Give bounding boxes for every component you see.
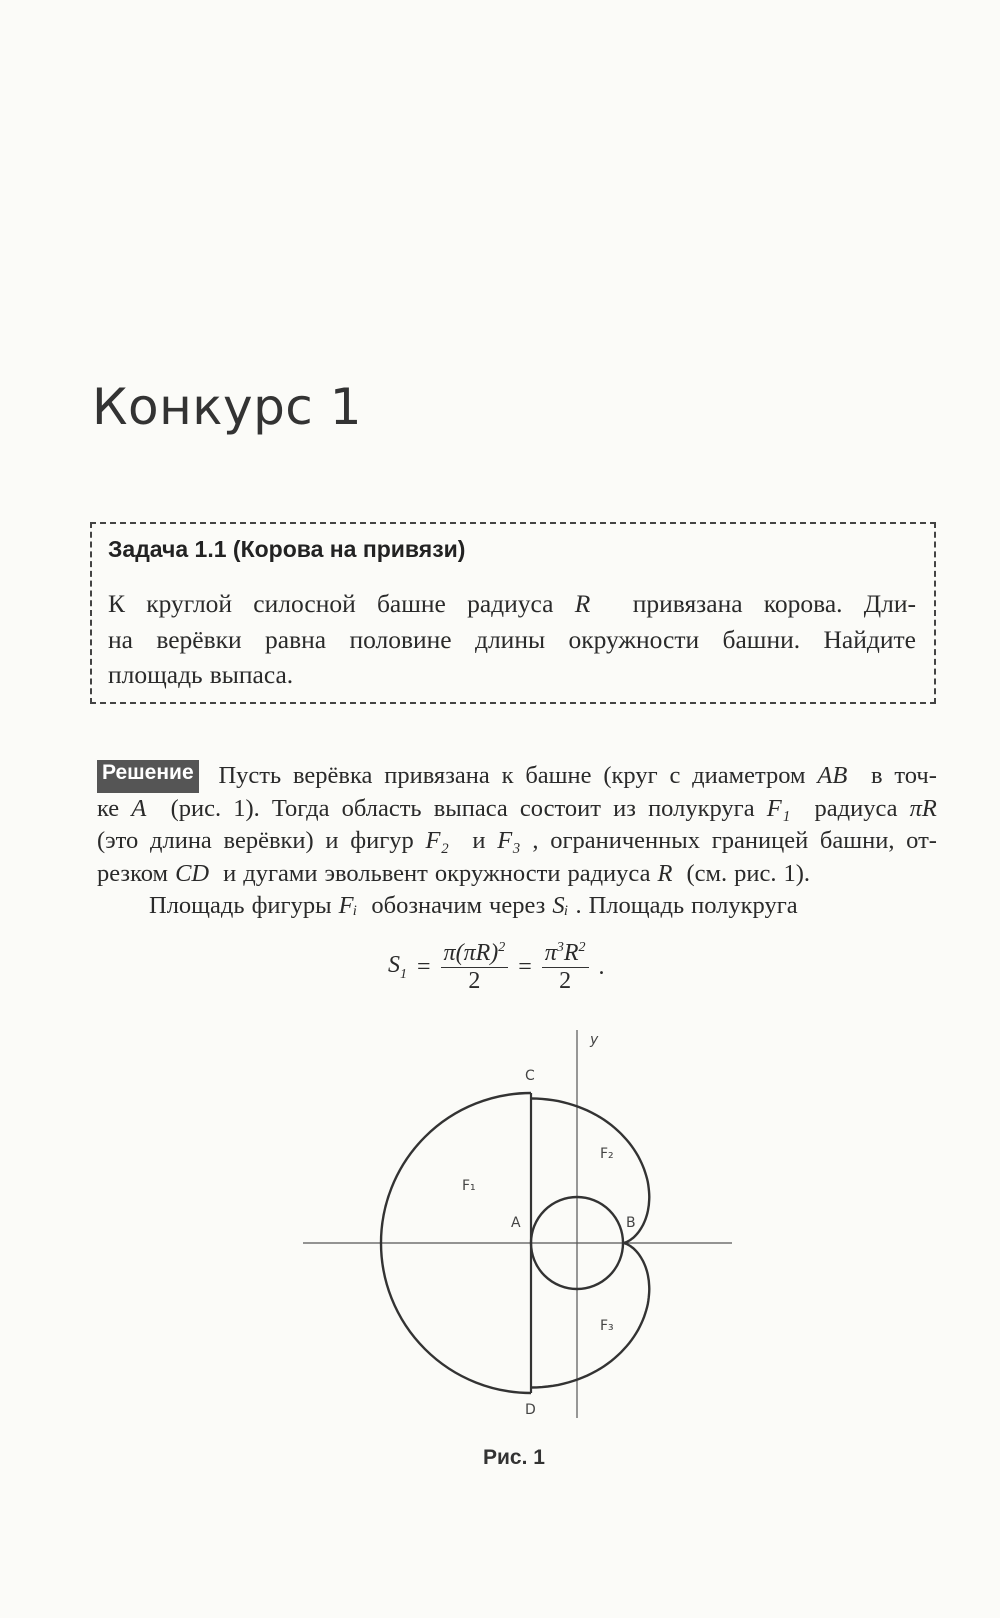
text-word: и <box>223 859 237 887</box>
text-word: полукруга <box>648 794 755 822</box>
label-c: C <box>525 1068 535 1084</box>
text-word: Площадь <box>149 892 245 919</box>
text-word: и <box>325 827 339 854</box>
text-word: корова. <box>763 589 843 618</box>
math-variable: Fᵢ <box>338 892 358 919</box>
text-word: полукруга <box>691 892 798 919</box>
text-word: окружности <box>434 859 561 887</box>
text-word: Пусть <box>218 762 282 789</box>
label-a: A <box>511 1215 521 1231</box>
text-word: 1). <box>233 794 260 822</box>
text-word: , <box>532 827 539 854</box>
text-word: дугами <box>243 859 318 887</box>
text-word: привязана <box>632 589 743 618</box>
formula-num2-b: R <box>563 940 579 966</box>
text-word: (это <box>97 827 139 854</box>
text-word: окружности <box>568 624 700 654</box>
text-word: выпаса <box>433 794 508 822</box>
text-word: (круг <box>603 762 658 789</box>
math-variable: CD <box>175 859 210 887</box>
problem-title: Задача 1.1 (Корова на привязи) <box>108 536 466 562</box>
text-word: длина <box>150 827 212 854</box>
text-word: башни. <box>722 624 801 654</box>
text-word: силосной <box>253 589 356 618</box>
text-word: половине <box>349 624 452 654</box>
text-word: с <box>669 762 681 789</box>
text-word: (рис. <box>170 794 222 822</box>
text-word: привязана <box>384 762 490 789</box>
text-word: К <box>108 589 126 618</box>
math-variable: R <box>574 589 591 618</box>
text-word: состоит <box>519 794 601 822</box>
text-word: границей <box>711 827 809 854</box>
text-word: башни, <box>819 827 895 854</box>
formula-lhs-sub: 1 <box>400 966 407 982</box>
text-word: фигур <box>350 827 414 854</box>
formula-lhs: S <box>388 952 400 979</box>
text-word: на <box>108 624 133 654</box>
label-f3: F₃ <box>600 1318 614 1334</box>
formula-den2: 2 <box>559 968 572 994</box>
text-word: (см. <box>686 859 728 887</box>
text-word: Дли- <box>863 589 916 618</box>
formula-num1: π(πR) <box>443 940 499 966</box>
formula-num2-sup2: 2 <box>578 940 586 955</box>
math-variable: AB <box>817 762 848 789</box>
label-f1: F₁ <box>462 1178 476 1194</box>
chapter-heading: Конкурс 1 <box>92 378 363 436</box>
text-word: Тогда <box>271 794 330 822</box>
text-word: из <box>613 794 636 822</box>
text-word: башне <box>376 589 446 618</box>
formula-den1: 2 <box>468 968 481 994</box>
text-word: через <box>489 892 546 919</box>
text-word: 1). <box>783 859 811 887</box>
figure-caption: Рис. 1 <box>483 1446 545 1469</box>
formula-num2: π <box>544 940 557 966</box>
text-word: длины <box>474 624 546 654</box>
text-word: рис. <box>734 859 777 887</box>
text-word: к <box>501 762 514 789</box>
text-word: площадь <box>108 660 203 689</box>
math-variable: Sᵢ <box>552 892 569 919</box>
label-b: B <box>626 1215 636 1231</box>
text-word: радиуса <box>567 859 651 887</box>
math-variable: F₁ <box>766 794 791 822</box>
involute-f3 <box>531 1243 649 1388</box>
text-word: эвольвент <box>324 859 428 887</box>
label-f2: F₂ <box>600 1146 614 1162</box>
label-d: D <box>525 1402 536 1418</box>
text-word: радиуса <box>467 589 554 618</box>
text-word: область <box>341 794 422 822</box>
text-word: и <box>472 827 486 854</box>
text-word: выпаса. <box>209 660 294 689</box>
text-word: фигуры <box>251 892 332 919</box>
formula-num2-sup: 3 <box>556 940 564 955</box>
text-word: обозначим <box>371 892 482 919</box>
text-word: круглой <box>146 589 233 618</box>
text-word: Площадь <box>588 892 685 919</box>
text-word: от- <box>906 827 937 854</box>
text-word: в <box>870 762 883 789</box>
text-word: радиуса <box>814 794 898 822</box>
text-word: верёвка <box>292 762 373 789</box>
math-variable: R <box>657 859 673 887</box>
formula-s1: $S_1$ = $\frac{\pi(\pi R)^2}{2}$ = $\frac{\pi^3R^2}{2}$ . <box>388 940 605 994</box>
math-variable: F₃ <box>497 827 521 854</box>
text-word: ке <box>97 794 120 822</box>
solution-badge: Решение <box>97 760 199 793</box>
text-word: верёвки) <box>223 827 314 854</box>
math-variable: πR <box>909 794 937 822</box>
text-word: диаметром <box>692 762 806 789</box>
text-word: башне <box>525 762 592 789</box>
math-variable: F₂ <box>425 827 449 854</box>
text-word: Найдите <box>823 624 916 654</box>
text-word: точ- <box>894 762 937 789</box>
text-word: . <box>575 892 582 919</box>
text-word: равна <box>265 624 327 654</box>
formula-num1-sup: 2 <box>498 940 506 955</box>
text-word: верёвки <box>156 624 242 654</box>
label-y: y <box>590 1032 599 1048</box>
text-word: ограниченных <box>550 827 700 854</box>
text-word: резком <box>97 859 169 887</box>
math-variable: A <box>131 794 147 822</box>
